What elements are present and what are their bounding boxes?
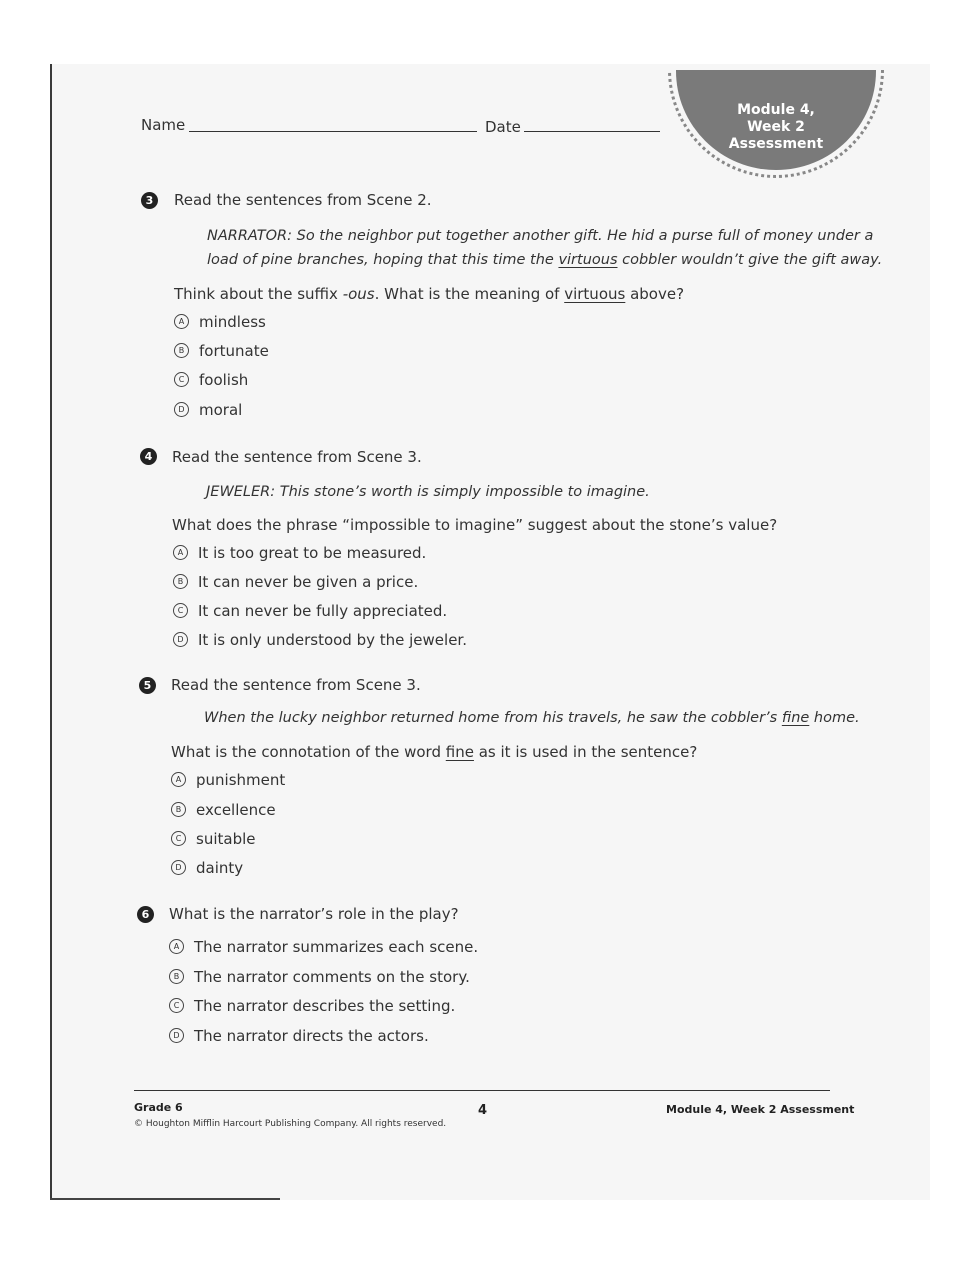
choice-3d[interactable]: D moral (174, 401, 242, 419)
footer-page-number: 4 (478, 1103, 488, 1118)
choice-5c[interactable]: C suitable (171, 830, 255, 848)
choice-6b[interactable]: B The narrator comments on the story. (169, 968, 470, 986)
assessment-badge (668, 70, 884, 178)
answer-bubble[interactable]: C (173, 603, 188, 618)
answer-bubble[interactable]: A (169, 939, 184, 954)
question-3-quote-line-2: load of pine branches, hoping that this time the virtuous cobbler wouldn’t give the gift away. (207, 252, 883, 268)
choice-5d[interactable]: D dainty (171, 859, 243, 877)
question-5-text: What is the connotation of the word fine as it is used in the sentence? (171, 743, 698, 761)
answer-bubble[interactable]: C (169, 998, 184, 1013)
question-3-prompt: Read the sentences from Scene 2. (174, 191, 432, 209)
choice-4c[interactable]: C It can never be fully appreciated. (173, 602, 447, 620)
footer-copyright: © Houghton Mifflin Harcourt Publishing Company. All rights reserved. (134, 1119, 447, 1129)
answer-bubble[interactable]: B (173, 574, 188, 589)
answer-bubble[interactable]: C (174, 372, 189, 387)
answer-bubble[interactable]: D (174, 402, 189, 417)
question-4-text: What does the phrase “impossible to imagine” suggest about the stone’s value? (172, 516, 778, 534)
date-label: Date (485, 118, 521, 136)
choice-6a[interactable]: A The narrator summarizes each scene. (169, 938, 478, 956)
answer-bubble[interactable]: C (171, 831, 186, 846)
badge-line-1: Module 4, (737, 102, 815, 118)
question-6-prompt: What is the narrator’s role in the play? (169, 905, 459, 923)
answer-bubble[interactable]: A (171, 772, 186, 787)
name-field[interactable] (189, 131, 477, 132)
answer-bubble[interactable]: D (173, 632, 188, 647)
name-label: Name (141, 116, 186, 134)
question-3-text: Think about the suffix -ous. What is the meaning of virtuous above? (174, 285, 685, 303)
choice-4b[interactable]: B It can never be given a price. (173, 573, 418, 591)
answer-bubble[interactable]: B (174, 343, 189, 358)
footer-grade: Grade 6 (134, 1101, 183, 1114)
question-number-5: 5 (139, 677, 156, 694)
choice-6c[interactable]: C The narrator describes the setting. (169, 997, 455, 1015)
answer-bubble[interactable]: D (171, 860, 186, 875)
question-4-prompt: Read the sentence from Scene 3. (172, 448, 422, 466)
question-3-quote-line-1: NARRATOR: So the neighbor put together another gift. He hid a purse full of money under a (207, 228, 874, 244)
page-edge (50, 1198, 280, 1200)
choice-3b[interactable]: B fortunate (174, 342, 269, 360)
footer-divider (134, 1090, 830, 1091)
footer-module: Module 4, Week 2 Assessment (666, 1103, 855, 1116)
underlined-word: virtuous (558, 252, 618, 268)
choice-3a[interactable]: A mindless (174, 313, 266, 331)
badge-text (668, 102, 884, 153)
answer-bubble[interactable]: A (174, 314, 189, 329)
choice-3c[interactable]: C foolish (174, 371, 248, 389)
answer-bubble[interactable]: B (171, 802, 186, 817)
question-number-6: 6 (137, 906, 154, 923)
question-number-4: 4 (140, 448, 157, 465)
question-4-quote: JEWELER: This stone’s worth is simply impossible to imagine. (206, 484, 650, 500)
badge-line-2: Week 2 (747, 119, 805, 135)
choice-4d[interactable]: D It is only understood by the jeweler. (173, 631, 467, 649)
choice-5b[interactable]: B excellence (171, 801, 276, 819)
choice-5a[interactable]: A punishment (171, 771, 285, 789)
choice-6d[interactable]: D The narrator directs the actors. (169, 1027, 429, 1045)
question-number-3: 3 (141, 192, 158, 209)
question-5-prompt: Read the sentence from Scene 3. (171, 676, 421, 694)
date-field[interactable] (524, 131, 660, 132)
question-5-quote: When the lucky neighbor returned home from his travels, he saw the cobbler’s fine home. (204, 710, 860, 726)
answer-bubble[interactable]: B (169, 969, 184, 984)
badge-line-3: Assessment (728, 136, 824, 152)
answer-bubble[interactable]: D (169, 1028, 184, 1043)
choice-4a[interactable]: A It is too great to be measured. (173, 544, 426, 562)
answer-bubble[interactable]: A (173, 545, 188, 560)
